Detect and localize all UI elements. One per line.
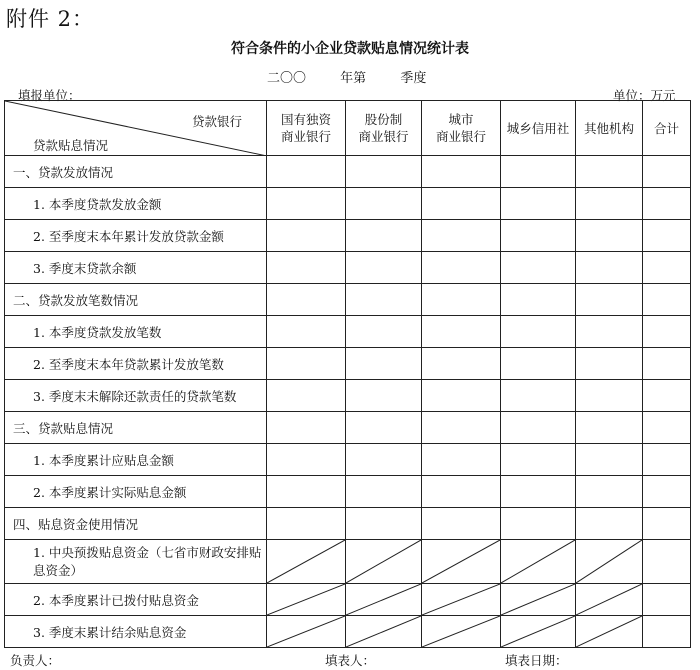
data-cell <box>643 616 691 648</box>
row-section-label: 二、贷款发放笔数情况 <box>5 284 267 316</box>
data-cell <box>501 252 576 284</box>
table-row <box>5 476 691 508</box>
unit-label: 单位：万元 <box>613 88 676 103</box>
row-sub-label: 2. 至季度末本年贷款累计发放笔数 <box>5 348 267 380</box>
cell-diagonal <box>267 616 345 647</box>
data-cell <box>267 220 346 252</box>
cell-diagonal <box>501 540 575 583</box>
data-cell <box>643 220 691 252</box>
data-cell <box>267 348 346 380</box>
row-sub-label: 1. 本季度贷款发放金额 <box>5 188 267 220</box>
table-row <box>5 252 691 284</box>
data-cell <box>346 188 422 220</box>
data-cell <box>501 156 576 188</box>
data-cell <box>643 188 691 220</box>
data-cell <box>267 412 346 444</box>
data-cell <box>576 444 643 476</box>
column-header: 股份制 商业银行 <box>346 101 422 156</box>
slashed-cell <box>501 584 576 616</box>
row-sub-label: 3. 季度末累计结余贴息资金 <box>5 616 267 648</box>
footer-filler: 填表人： <box>325 653 376 668</box>
table-row <box>5 316 691 348</box>
data-cell <box>422 476 501 508</box>
data-cell <box>576 508 643 540</box>
statistics-table <box>4 100 691 648</box>
data-cell <box>422 284 501 316</box>
data-cell <box>501 412 576 444</box>
row-sub-label: 1. 本季度贷款发放笔数 <box>5 316 267 348</box>
year-prefix: 二〇〇 <box>267 71 307 86</box>
slashed-cell <box>346 584 422 616</box>
footer-responsible: 负责人： <box>10 653 61 668</box>
table-row <box>5 584 691 616</box>
table-row <box>5 540 691 584</box>
cell-diagonal <box>576 584 642 615</box>
data-cell <box>346 316 422 348</box>
quarter-label: 季度 <box>400 71 427 86</box>
data-cell <box>576 412 643 444</box>
slashed-cell <box>576 584 643 616</box>
slashed-cell <box>346 540 422 584</box>
slashed-cell <box>501 616 576 648</box>
data-cell <box>643 584 691 616</box>
slashed-cell <box>422 540 501 584</box>
slashed-cell <box>422 584 501 616</box>
data-cell <box>501 380 576 412</box>
footer-date: 填表日期： <box>505 653 568 668</box>
data-cell <box>267 476 346 508</box>
table-row <box>5 444 691 476</box>
data-cell <box>576 252 643 284</box>
data-cell <box>501 284 576 316</box>
data-cell <box>501 508 576 540</box>
data-cell <box>267 188 346 220</box>
data-cell <box>422 508 501 540</box>
slashed-cell <box>267 584 346 616</box>
table-title: 符合条件的小企业贷款贴息情况统计表 <box>231 41 469 57</box>
row-sub-label: 1. 中央预拨贴息资金（七省市财政安排贴息资金） <box>5 540 267 584</box>
slashed-cell <box>422 616 501 648</box>
table-row <box>5 508 691 540</box>
data-cell <box>267 444 346 476</box>
data-cell <box>576 476 643 508</box>
data-cell <box>422 316 501 348</box>
data-cell <box>346 284 422 316</box>
data-cell <box>643 508 691 540</box>
cell-diagonal <box>576 540 642 583</box>
row-sub-label: 3. 季度末未解除还款责任的贷款笔数 <box>5 380 267 412</box>
cell-diagonal <box>501 584 575 615</box>
data-cell <box>267 508 346 540</box>
cell-diagonal <box>346 540 421 583</box>
period-line <box>267 67 456 86</box>
row-sub-label: 2. 本季度累计实际贴息金额 <box>5 476 267 508</box>
header-row <box>5 101 691 156</box>
data-cell <box>576 188 643 220</box>
column-header: 合计 <box>643 101 691 156</box>
data-cell <box>643 348 691 380</box>
data-cell <box>346 156 422 188</box>
row-section-label: 三、贷款贴息情况 <box>5 412 267 444</box>
data-cell <box>643 476 691 508</box>
slashed-cell <box>267 616 346 648</box>
data-cell <box>422 220 501 252</box>
data-cell <box>501 188 576 220</box>
corner-label-subsidy: 贷款贴息情况 <box>33 138 109 153</box>
data-cell <box>643 252 691 284</box>
cell-diagonal <box>501 616 575 647</box>
data-cell <box>422 348 501 380</box>
data-cell <box>576 348 643 380</box>
year-suffix: 年第 <box>340 71 367 86</box>
data-cell <box>576 380 643 412</box>
table-body <box>5 156 691 648</box>
data-cell <box>267 284 346 316</box>
table-row <box>5 348 691 380</box>
column-header: 国有独资 商业银行 <box>267 101 346 156</box>
data-cell <box>346 476 422 508</box>
data-cell <box>422 252 501 284</box>
cell-diagonal <box>267 584 345 615</box>
data-cell <box>422 444 501 476</box>
reporting-unit-label: 填报单位： <box>18 88 81 103</box>
data-cell <box>643 284 691 316</box>
slashed-cell <box>576 616 643 648</box>
data-cell <box>643 444 691 476</box>
header-corner-cell <box>5 101 267 156</box>
attachment-label: 附件 2： <box>6 7 95 31</box>
table-row <box>5 412 691 444</box>
data-cell <box>576 316 643 348</box>
cell-diagonal <box>422 540 500 583</box>
data-cell <box>346 252 422 284</box>
slashed-cell <box>501 540 576 584</box>
row-sub-label: 2. 至季度末本年累计发放贷款金额 <box>5 220 267 252</box>
data-cell <box>346 412 422 444</box>
data-cell <box>346 444 422 476</box>
slashed-cell <box>346 616 422 648</box>
table-row <box>5 220 691 252</box>
slashed-cell <box>576 540 643 584</box>
table-row <box>5 284 691 316</box>
cell-diagonal <box>346 584 421 615</box>
data-cell <box>643 380 691 412</box>
data-cell <box>643 316 691 348</box>
data-cell <box>643 412 691 444</box>
data-cell <box>267 316 346 348</box>
data-cell <box>576 156 643 188</box>
data-cell <box>346 508 422 540</box>
data-cell <box>576 220 643 252</box>
cell-diagonal <box>422 616 500 647</box>
cell-diagonal <box>346 616 421 647</box>
table-row <box>5 188 691 220</box>
row-sub-label: 1. 本季度累计应贴息金额 <box>5 444 267 476</box>
data-cell <box>501 444 576 476</box>
cell-diagonal <box>267 540 345 583</box>
data-cell <box>643 156 691 188</box>
column-header: 其他机构 <box>576 101 643 156</box>
row-sub-label: 3. 季度末贷款余额 <box>5 252 267 284</box>
data-cell <box>346 220 422 252</box>
data-cell <box>501 316 576 348</box>
table-row <box>5 616 691 648</box>
corner-label-bank: 贷款银行 <box>191 114 242 129</box>
data-cell <box>422 188 501 220</box>
table-row <box>5 156 691 188</box>
cell-diagonal <box>422 584 500 615</box>
cell-diagonal <box>576 616 642 647</box>
row-sub-label: 2. 本季度累计已拨付贴息资金 <box>5 584 267 616</box>
data-cell <box>422 380 501 412</box>
row-section-label: 一、贷款发放情况 <box>5 156 267 188</box>
data-cell <box>643 540 691 584</box>
data-cell <box>576 284 643 316</box>
slashed-cell <box>267 540 346 584</box>
data-cell <box>346 380 422 412</box>
table-row <box>5 380 691 412</box>
data-cell <box>346 348 422 380</box>
data-cell <box>422 156 501 188</box>
data-cell <box>267 380 346 412</box>
data-cell <box>501 476 576 508</box>
data-cell <box>422 412 501 444</box>
data-cell <box>501 348 576 380</box>
data-cell <box>267 252 346 284</box>
row-section-label: 四、贴息资金使用情况 <box>5 508 267 540</box>
data-cell <box>267 156 346 188</box>
data-cell <box>501 220 576 252</box>
column-header: 城市 商业银行 <box>422 101 501 156</box>
column-header: 城乡信用社 <box>501 101 576 156</box>
